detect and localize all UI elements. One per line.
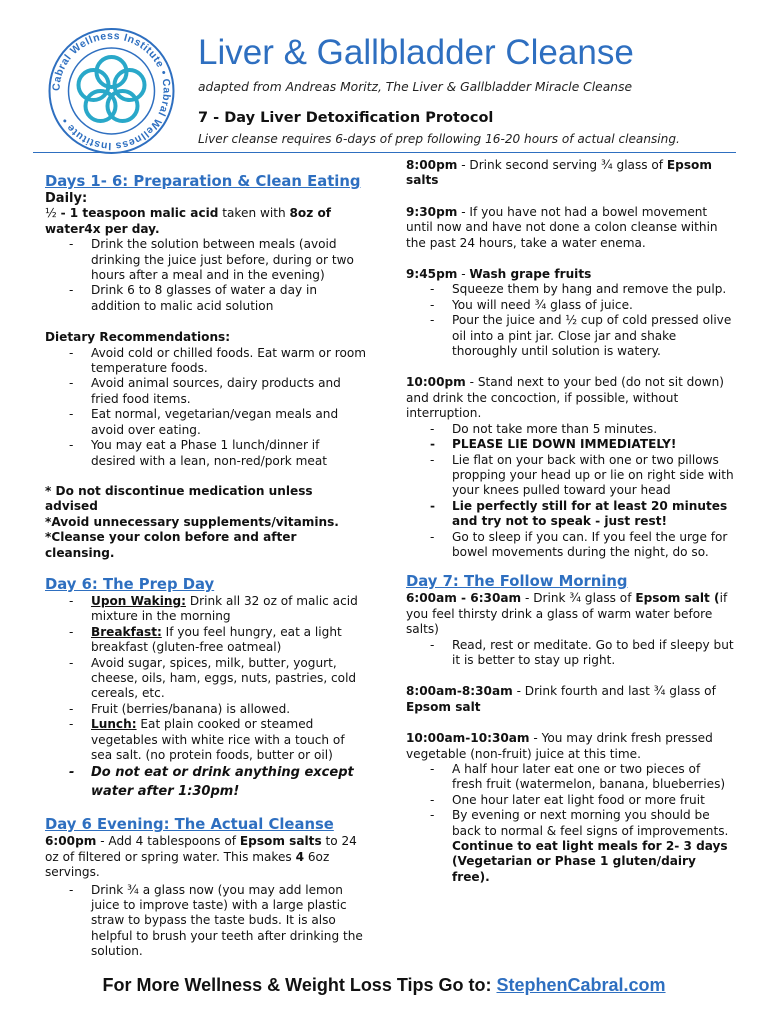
text-part: if you feel thirsty drink a glass of warm water before salts) [406,591,728,637]
dietary-list [45,346,367,469]
daily-water: 8oz of water4x per day. [45,206,332,236]
right-column [406,158,734,885]
daily-instruction [45,206,367,237]
text-bold: Epsom salt [406,699,481,714]
time-800am-entry [406,684,734,715]
time-945pm: 9:45pm [406,267,458,282]
note-medication: * Do not discontinue medication unless advised [45,483,313,514]
section-heading-evening: Day 6 Evening: The Actual Cleanse [45,816,334,834]
text-part: - Stand next to your bed (do not sit down) and drink the concoction, if possible, without interruption. [406,375,725,421]
time-930pm-entry [406,205,734,251]
list-item: - Avoid animal sources, dairy products and fried food items. [91,376,367,407]
list-item: - One hour later eat light food or more fruit [452,793,734,808]
cabral-wellness-logo [44,26,179,156]
text-part: - If you have not had a bowel movement until now and have not done a colon cleanse within the past 24 hours, take a water enema. [406,204,718,250]
footer-text: For More Wellness & Weight Loss Tips Go to: [102,975,497,995]
text-part: - You may drink fresh pressed vegetable (non-fruit) juice at this time. [406,731,713,761]
list-item: - A half hour later eat one or two pieces of fresh fruit (watermelon, banana, blueberries) [452,762,734,793]
list-item: - Squeeze them by hang and remove the pulp. [452,282,734,297]
text-bold: Epsom salts [239,834,322,849]
list-item: - Avoid sugar, spices, milk, butter, yogurt, cheese, oils, ham, eggs, nuts, pastries, cold cereals, etc. [91,656,367,702]
logo-flower-icon [79,57,145,121]
list-item [91,717,367,763]
list-item: - Drink ¾ a glass now (you may add lemon juice to improve taste) with a large plastic straw to bypass the taste buds. It is also helpful to brush your teeth after drinking the solution. [91,883,367,960]
list-item: - Lie flat on your back with one or two pillows propping your head up or lie on right side with your knees pulled toward your head [452,453,734,499]
text-bold: Epsom salt ( [635,591,720,606]
list-item: - Fruit (berries/banana) is allowed. [91,702,367,717]
list-item-no-eat: - Do not eat or drink anything except water after 1:30pm! [91,763,367,801]
daily-half: ½ [45,206,61,221]
text-part: By evening or next morning you should be back to normal & feel signs of improvements. [452,808,729,838]
list-item: - You may eat a Phase 1 lunch/dinner if desired with a lean, non-red/pork meat [91,438,367,469]
text-bold: Continue to eat light meals for 2- 3 days (Vegetarian or Phase 1 gluten/dairy free). [452,839,728,884]
daily-list [45,237,367,314]
list-item [91,594,367,625]
list-item: - Drink the solution between meals (avoid drinking the juice just before, during or two hours after a meal and in the evening) [91,237,367,283]
text-part: - Add 4 tablespoons of [96,834,240,849]
time-600am: 6:00am - 6:30am [406,591,522,606]
header-divider [33,152,736,153]
text-part: 6oz servings. [45,849,330,880]
left-column [45,158,367,960]
protocol-title: 7 - Day Liver Detoxification Protocol [198,110,494,126]
logo-ring-textpath: Cabral Wellness Institute • Cabral Wellness Institute • [50,29,173,153]
list-item: - Drink 6 to 8 glasses of water a day in addition to malic acid solution [91,283,367,314]
breakfast-label: Breakfast: [91,624,162,639]
text-part: - Drink ¾ glass of [521,591,636,606]
daily-taken-with: taken with [218,206,290,221]
list-item: - Lie perfectly still for at least 20 minutes and try not to speak - just rest! [452,499,734,530]
lie-down-list [406,422,734,561]
daily-dose: - 1 teaspoon malic acid [60,206,219,221]
section-heading-follow-morning: Day 7: The Follow Morning [406,573,628,591]
time-945pm-entry [406,267,734,282]
list-item: - Read, rest or meditate. Go to bed if sleepy but it is better to stay up right. [452,638,734,669]
daily-label: Daily: [45,191,88,206]
list-item: - Avoid cold or chilled foods. Eat warm or room temperature foods. [91,346,367,377]
dietary-label: Dietary Recommendations: [45,330,231,345]
time-800pm: 8:00pm [406,158,458,172]
text-part: to 24 oz of filtered or spring water. This makes [45,834,357,864]
note-supplements: *Avoid unnecessary supplements/vitamins. [45,514,339,529]
prep-day-list [45,594,367,801]
time-600pm-entry [45,834,367,880]
late-morning-list [406,762,734,885]
lunch-label: Lunch: [91,717,137,732]
list-item: - Do not take more than 5 minutes. [452,422,734,437]
text-part: - [457,267,470,282]
note-colon: *Cleanse your colon before and after cleansing. [45,530,297,560]
protocol-note: Liver cleanse requires 6-days of prep following 16-20 hours of actual cleansing. [198,132,680,146]
evening-list [45,883,367,960]
lunch-text: Eat plain cooked or steamed vegetables with white rice with a touch of sea salt. (no protein foods, butter or oil) [91,717,345,762]
text-part: - Drink second serving ¾ glass of [457,158,667,172]
time-800am: 8:00am-8:30am [406,684,513,699]
upon-waking-text: Drink all 32 oz of malic acid mixture in the morning [91,593,358,624]
footer [0,975,768,995]
grapefruit-list [406,282,734,359]
list-item [91,625,367,656]
time-1000pm: 10:00pm [406,375,466,390]
text-bold: Epsom salts [406,158,712,188]
page-title: Liver & Gallbladder Cleanse [198,33,634,72]
time-1000pm-entry [406,375,734,421]
text-part: - Drink fourth and last ¾ glass of [512,684,716,699]
list-item: - PLEASE LIE DOWN IMMEDIATELY! [452,437,734,452]
time-600pm: 6:00pm [45,834,97,849]
text-bold: 4 [295,849,304,864]
breakfast-text: If you feel hungry, eat a light breakfast (gluten-free oatmeal) [91,624,342,655]
list-item [452,808,734,885]
list-item: - Go to sleep if you can. If you feel the urge for bowel movements during the night, do so. [452,530,734,561]
time-1000am: 10:00am-10:30am [406,731,530,746]
time-600am-entry [406,591,734,637]
list-item: - You will need ¾ glass of juice. [452,298,734,313]
notes-block [45,484,367,561]
page-subtitle: adapted from Andreas Moritz, The Liver & Gallbladder Miracle Cleanse [198,80,633,94]
section-heading-prep-day: Day 6: The Prep Day [45,575,215,593]
time-930pm: 9:30pm [406,204,458,219]
footer-link[interactable]: StephenCabral.com [496,975,666,995]
text-bold: Wash grape fruits [469,267,592,282]
list-item: - Pour the juice and ½ cup of cold pressed olive oil into a pint jar. Close jar and shake thoroughly until solution is watery. [452,313,734,359]
section-heading-prep: Days 1- 6: Preparation & Clean Eating [45,173,361,190]
time-1000am-entry [406,731,734,762]
morning-list [406,638,734,669]
time-800pm-entry [406,158,734,189]
list-item: - Eat normal, vegetarian/vegan meals and avoid over eating. [91,407,367,438]
upon-waking-label: Upon Waking: [91,593,186,608]
